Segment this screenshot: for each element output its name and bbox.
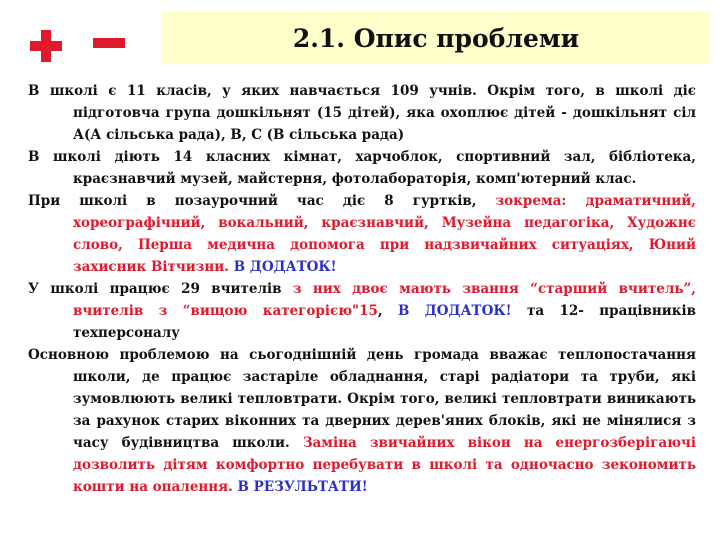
- paragraph-clubs: [28, 190, 696, 278]
- paragraph-text: При школі в позаурочний час діє 8 гуртків,: [28, 193, 496, 209]
- teacher-titles: з них двоє мають звання “старший вчитель”, вчителів з “вищою категорією"15: [73, 281, 696, 319]
- paragraph-teachers: [28, 278, 696, 344]
- solution-text: Заміна звичайних вікон на енергозберігаючі дозволить дітям комфортно перебувати в школі та одночасно зекономить кошти на опалення.: [73, 435, 696, 495]
- clubs-list: зокрема: драматичний, хореографічний, вокальний, краєзнавчий, Музейна педагогіка, Художнє слово, Перша медична допомога при надзвичайних ситуаціях, Юний захисник Вітчизни.: [73, 193, 696, 275]
- paragraph-text: В школі діють 14 класних кімнат, харчоблок, спортивний зал, бібліотека, краєзнавчий музей, майстерня, фотолабораторія, комп'ютерний клас.: [28, 149, 696, 187]
- paragraph-classes: [28, 80, 696, 146]
- plus-icon: [30, 30, 62, 62]
- paragraph-text: У школі працює 29 вчителів: [28, 281, 293, 297]
- page-title: 2.1. Опис проблеми: [292, 23, 580, 53]
- paragraph-text: ,: [377, 303, 398, 319]
- appendix-link: В ДОДАТОК!: [397, 303, 512, 319]
- paragraph-text: В школі є 11 класів, у яких навчається 109 учнів. Окрім того, в школі діє підготовча група дошкільнят (15 дітей), яка охоплює дітей - дошкільнят сіл А(А сільська рада), В, С (В сільська рада): [28, 83, 696, 143]
- paragraph-facilities: [28, 146, 696, 190]
- appendix-link: В ДОДАТОК!: [229, 259, 337, 275]
- minus-icon: [93, 38, 125, 48]
- paragraph-text: Основною проблемою на сьогоднішній день громада вважає теплопостачання школи, де працює застаріле обладнання, старі радіатори та труби, які зумовлюють великі тепловтрати. Окрім того, великі тепловтрати виникають за рахунок старих віконних та дверних дерев'яних блоків, які не мінялися з часу будівництва школи.: [28, 347, 696, 451]
- results-link: В РЕЗУЛЬТАТИ!: [232, 479, 368, 495]
- title-banner: [162, 12, 710, 64]
- paragraph-main-problem: [28, 344, 696, 498]
- problem-description: [28, 80, 696, 498]
- paragraph-text: та 12- працівників техперсоналу: [73, 303, 696, 341]
